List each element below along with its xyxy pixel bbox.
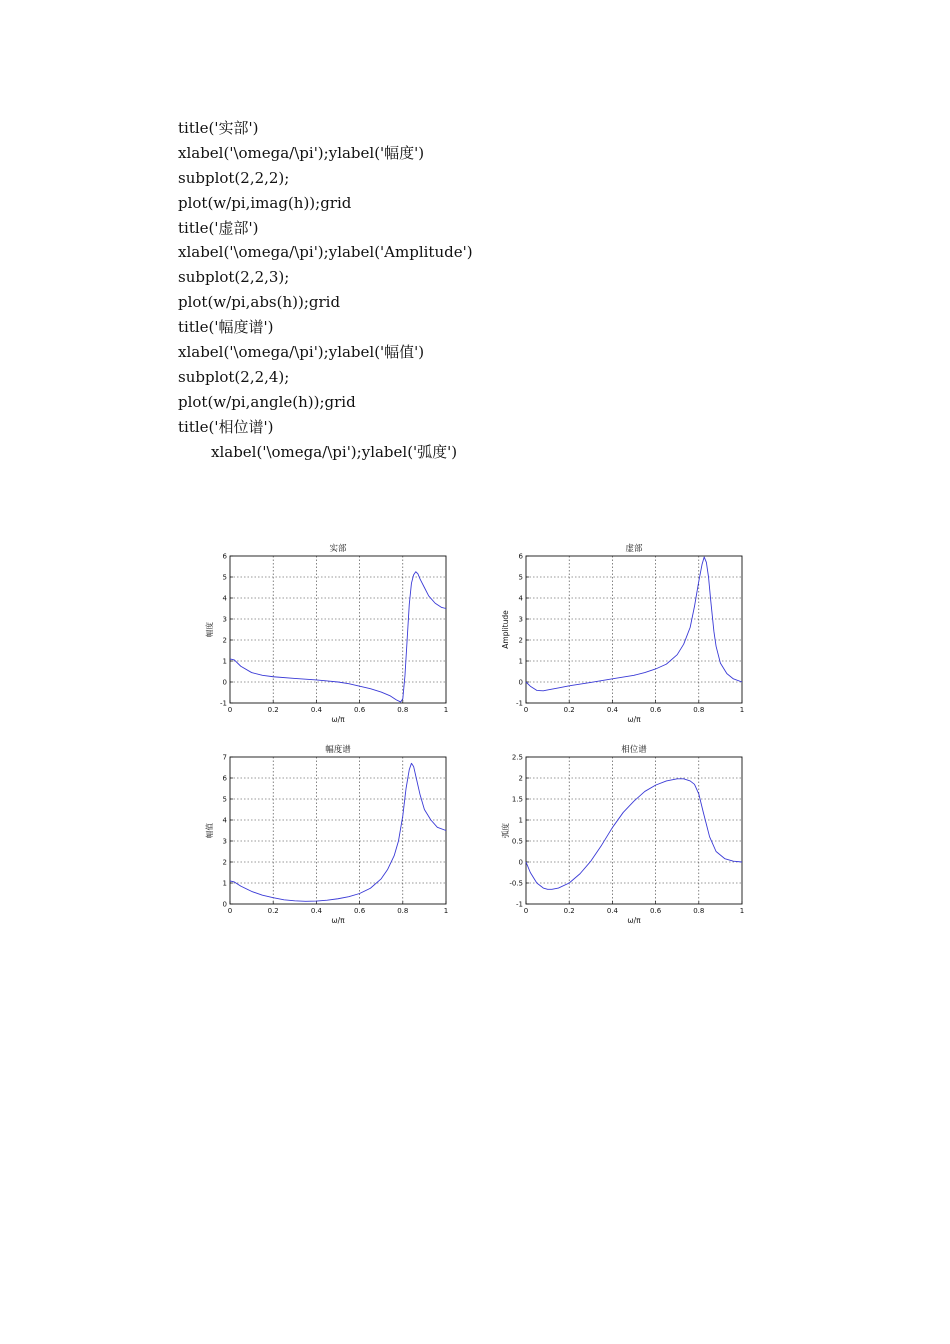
code-line: xlabel('\omega/\pi');ylabel('幅度') bbox=[178, 143, 425, 162]
code-line: xlabel('\omega/\pi');ylabel('弧度') bbox=[211, 442, 458, 461]
subplot-3 bbox=[204, 744, 448, 925]
x-tick-label: 0.4 bbox=[310, 907, 322, 915]
y-tick-label: 0 bbox=[222, 678, 227, 687]
code-line: xlabel('\omega/\pi');ylabel('幅值') bbox=[178, 343, 425, 362]
x-tick-label: 0.6 bbox=[354, 907, 366, 915]
plot-area bbox=[230, 556, 446, 703]
y-tick-label: 4 bbox=[518, 594, 523, 603]
y-tick-label: 2 bbox=[222, 858, 227, 867]
y-axis-label: 幅度 bbox=[205, 622, 214, 637]
x-tick-label: 0 bbox=[523, 907, 529, 915]
x-tick-label: 1 bbox=[739, 907, 745, 915]
y-tick-label: 4 bbox=[222, 816, 227, 825]
x-axis-label: ω/π bbox=[627, 916, 641, 925]
y-tick-label: 6 bbox=[222, 552, 227, 561]
y-tick-label: 5 bbox=[222, 795, 227, 804]
y-tick-label: 5 bbox=[222, 573, 227, 582]
x-axis-label: ω/π bbox=[627, 715, 641, 724]
y-tick-label: 7 bbox=[222, 753, 227, 762]
code-line: xlabel('\omega/\pi');ylabel('Amplitude') bbox=[178, 243, 473, 262]
x-tick-label: 1 bbox=[739, 706, 745, 714]
y-tick-label: 0 bbox=[518, 858, 523, 867]
subplot-grid bbox=[195, 535, 755, 935]
y-tick-label: 6 bbox=[222, 774, 227, 783]
x-tick-label: 0.4 bbox=[606, 706, 618, 714]
x-tick-label: 0.8 bbox=[397, 706, 409, 714]
x-tick-label: 1 bbox=[443, 706, 449, 714]
code-line: title('相位谱') bbox=[178, 417, 274, 436]
x-axis-label: ω/π bbox=[331, 715, 345, 724]
y-tick-label: 0 bbox=[518, 678, 523, 687]
y-tick-label: -1 bbox=[516, 900, 523, 909]
code-line: subplot(2,2,2); bbox=[178, 168, 290, 187]
subplot-2 bbox=[501, 543, 744, 724]
code-line: title('虚部') bbox=[178, 218, 259, 237]
y-tick-label: 1 bbox=[222, 879, 227, 888]
code-line: plot(w/pi,imag(h));grid bbox=[178, 193, 352, 212]
code-line: plot(w/pi,abs(h));grid bbox=[178, 293, 341, 312]
x-tick-label: 0.4 bbox=[310, 706, 322, 714]
subplot-title: 幅度谱 bbox=[325, 745, 351, 755]
y-tick-label: 2 bbox=[518, 636, 523, 645]
x-tick-label: 1 bbox=[443, 907, 449, 915]
x-tick-label: 0.2 bbox=[267, 907, 279, 915]
x-tick-label: 0 bbox=[523, 706, 529, 714]
y-tick-label: 3 bbox=[222, 837, 227, 846]
x-tick-label: 0 bbox=[227, 907, 233, 915]
y-tick-label: 5 bbox=[518, 573, 523, 582]
x-tick-label: 0.2 bbox=[267, 706, 279, 714]
y-tick-label: 1 bbox=[518, 816, 523, 825]
y-tick-label: 0.5 bbox=[511, 837, 523, 846]
y-tick-label: 6 bbox=[518, 552, 523, 561]
y-tick-label: 1 bbox=[518, 657, 523, 666]
x-tick-label: 0.6 bbox=[354, 706, 366, 714]
code-line: subplot(2,2,3); bbox=[178, 268, 290, 287]
y-tick-label: 1.5 bbox=[511, 795, 523, 804]
y-tick-label: 2.5 bbox=[511, 753, 523, 762]
plot-area bbox=[526, 556, 742, 703]
subplot-title: 虚部 bbox=[625, 544, 643, 554]
code-line: plot(w/pi,angle(h));grid bbox=[178, 392, 356, 411]
plot-area bbox=[230, 757, 446, 904]
x-tick-label: 0.8 bbox=[693, 706, 705, 714]
y-tick-label: -1 bbox=[516, 699, 523, 708]
subplot-title: 实部 bbox=[329, 544, 347, 554]
x-axis-label: ω/π bbox=[331, 916, 345, 925]
y-tick-label: 4 bbox=[222, 594, 227, 603]
matlab-figure bbox=[195, 535, 755, 935]
subplot-title: 相位谱 bbox=[621, 745, 647, 755]
y-tick-label: 2 bbox=[518, 774, 523, 783]
subplot-1 bbox=[204, 543, 448, 724]
y-axis-label: 幅值 bbox=[205, 823, 214, 838]
x-tick-label: 0.4 bbox=[606, 907, 618, 915]
code-line: title('幅度谱') bbox=[178, 318, 274, 337]
plot-area bbox=[526, 757, 742, 904]
y-tick-label: -1 bbox=[220, 699, 227, 708]
y-tick-label: 2 bbox=[222, 636, 227, 645]
code-block bbox=[178, 116, 473, 464]
x-tick-label: 0.8 bbox=[397, 907, 409, 915]
x-tick-label: 0.6 bbox=[650, 907, 662, 915]
y-tick-label: 3 bbox=[222, 615, 227, 624]
y-tick-label: 1 bbox=[222, 657, 227, 666]
y-axis-label: 弧度 bbox=[501, 823, 510, 838]
x-tick-label: 0.2 bbox=[563, 907, 575, 915]
code-line: title('实部') bbox=[178, 119, 259, 137]
y-tick-label: -0.5 bbox=[509, 879, 523, 888]
x-tick-label: 0.6 bbox=[650, 706, 662, 714]
y-tick-label: 3 bbox=[518, 615, 523, 624]
subplot-4 bbox=[500, 744, 744, 925]
code-line: subplot(2,2,4); bbox=[178, 367, 290, 386]
x-tick-label: 0.8 bbox=[693, 907, 705, 915]
x-tick-label: 0 bbox=[227, 706, 233, 714]
y-axis-label: Amplitude bbox=[501, 610, 510, 649]
x-tick-label: 0.2 bbox=[563, 706, 575, 714]
y-tick-label: 0 bbox=[222, 900, 227, 909]
